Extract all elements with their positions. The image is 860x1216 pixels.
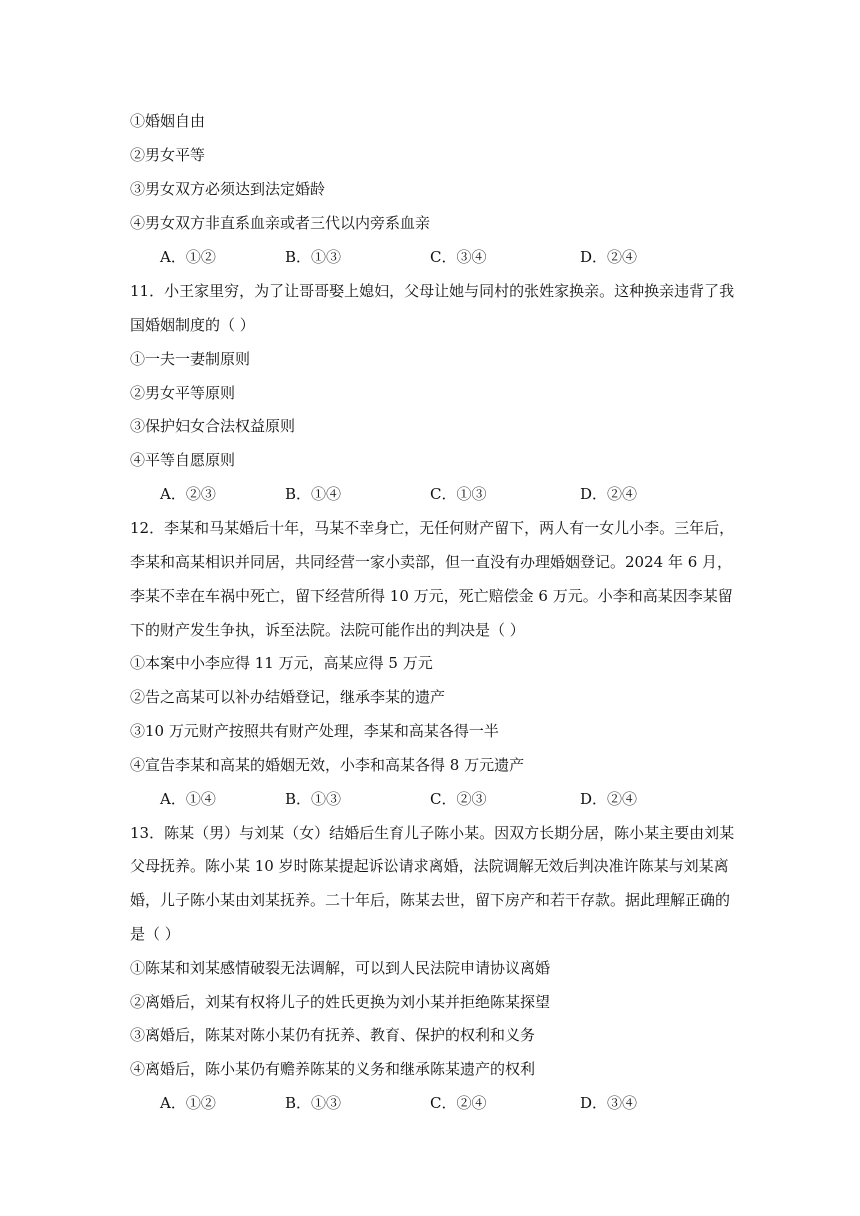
q12-item-2: ②告之高某可以补办结婚登记，继承李某的遗产 [130,688,446,706]
q11-option-c[interactable]: C．①③ [430,485,487,503]
q13-item-3: ③离婚后，陈某对陈小某仍有抚养、教育、保护的权利和义务 [130,1026,536,1044]
q11-option-b[interactable]: B．①④ [285,485,342,503]
q11-item-2: ②男女平等原则 [130,384,236,402]
q12-option-a[interactable]: A．①④ [160,790,216,808]
q11-item-4: ④平等自愿原则 [130,451,236,469]
q13-option-c[interactable]: C．②④ [430,1094,487,1112]
q10-option-d[interactable]: D．②④ [580,248,638,266]
q13-item-1: ①陈某和刘某感情破裂无法调解，可以到人民法院申请协议离婚 [130,959,551,977]
q10-option-a[interactable]: A．①② [160,248,216,266]
q12-stem-line-2: 李某和高某相识并同居，共同经营一家小卖部，但一直没有办理婚姻登记。2024 年 6 月， [130,553,733,571]
q13-stem-line-4: 是（ ） [130,925,180,943]
q12-option-c[interactable]: C．②③ [430,790,487,808]
q12-stem-line-3: 李某不幸在车祸中死亡，留下经营所得 10 万元，死亡赔偿金 6 万元。小李和高某因李某留 [130,587,733,605]
q12-item-3: ③10 万元财产按照共有财产处理，李某和高某各得一半 [130,722,499,740]
q13-stem-line-3: 婚，儿子陈小某由刘某抚养。二十年后，陈某去世，留下房产和若干存款。据此理解正确的 [130,891,731,909]
q11-item-1: ①一夫一妻制原则 [130,350,251,368]
q13-item-2: ②离婚后，刘某有权将儿子的姓氏更换为刘小某并拒绝陈某探望 [130,993,551,1011]
q12-item-4: ④宣告李某和高某的婚姻无效，小李和高某各得 8 万元遗产 [130,756,525,774]
q13-item-4: ④离婚后，陈小某仍有赡养陈某的义务和继承陈某遗产的权利 [130,1060,536,1078]
q13-option-b[interactable]: B．①③ [285,1094,342,1112]
q10-item-4: ④男女双方非直系血亲或者三代以内旁系血亲 [130,214,431,232]
q11-item-3: ③保护妇女合法权益原则 [130,417,296,435]
q12-option-d[interactable]: D．②④ [580,790,638,808]
q13-option-d[interactable]: D．③④ [580,1094,638,1112]
q11-option-d[interactable]: D．②④ [580,485,638,503]
q10-item-2: ②男女平等 [130,146,206,164]
q11-stem-line-2: 国婚姻制度的（ ） [130,316,255,334]
q13-stem-line-1: 13．陈某（男）与刘某（女）结婚后生育儿子陈小某。因双方长期分居，陈小某主要由刘某 [130,824,735,842]
q11-option-a[interactable]: A．②③ [160,485,216,503]
q10-option-c[interactable]: C．③④ [430,248,487,266]
q12-stem-line-1: 12．李某和马某婚后十年，马某不幸身亡，无任何财产留下，两人有一女儿小李。三年后， [130,519,735,537]
q10-item-3: ③男女双方必须达到法定婚龄 [130,180,326,198]
q12-option-b[interactable]: B．①③ [285,790,342,808]
q11-stem-line-1: 11．小王家里穷，为了让哥哥娶上媳妇，父母让她与同村的张姓家换亲。这种换亲违背了我 [130,282,735,300]
q12-stem-line-4: 下的财产发生争执，诉至法院。法院可能作出的判决是（ ） [130,621,525,639]
q10-item-1: ①婚姻自由 [130,112,206,130]
q13-stem-line-2: 父母抚养。陈小某 10 岁时陈某提起诉讼请求离婚，法院调解无效后判决准许陈某与刘某离 [130,857,729,875]
q12-item-1: ①本案中小李应得 11 万元，高某应得 5 万元 [130,654,433,672]
q13-option-a[interactable]: A．①② [160,1094,216,1112]
q10-option-b[interactable]: B．①③ [285,248,342,266]
